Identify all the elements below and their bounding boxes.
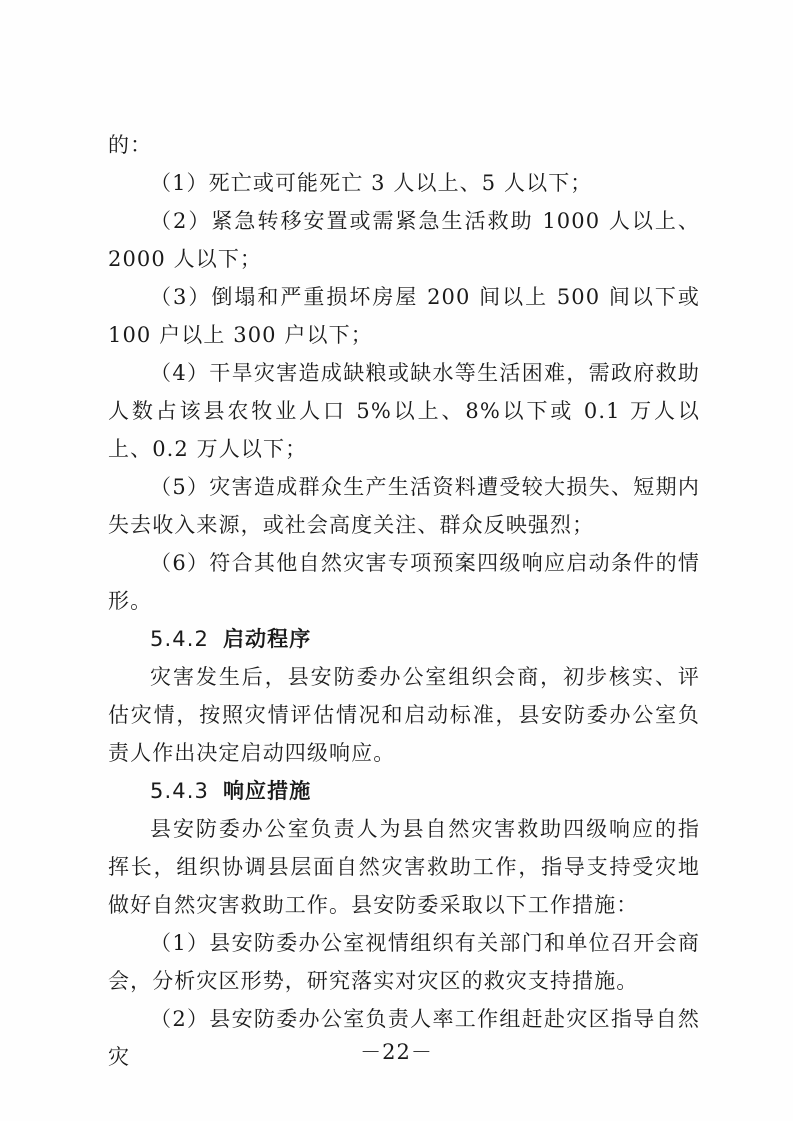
section-title: 启动程序 [222,627,312,651]
paragraph-continuation: 的： [108,133,153,157]
criteria-item-4: （4）干旱灾害造成缺粮或缺水等生活困难，需政府救助人数占该县农牧业人口 5%以上、8%以下或 0.1 万人以上、0.2 万人以下； [108,361,700,461]
criteria-item-6: （6）符合其他自然灾害专项预案四级响应启动条件的情形。 [108,551,700,613]
section-title: 响应措施 [222,779,312,803]
measure-item-1: （1）县安防委办公室视情组织有关部门和单位召开会商会，分析灾区形势，研究落实对灾区的救灾支持措施。 [108,931,700,993]
section-number: 5.4.2 [150,627,209,651]
section-5-4-2-body: 灾害发生后，县安防委办公室组织会商，初步核实、评估灾情，按照灾情评估情况和启动标准，县安防委办公室负责人作出决定启动四级响应。 [108,665,700,765]
section-5-4-3-body: 县安防委办公室负责人为县自然灾害救助四级响应的指挥长，组织协调县层面自然灾害救助工作，指导支持受灾地做好自然灾害救助工作。县安防委采取以下工作措施： [108,817,700,917]
criteria-item-2: （2）紧急转移安置或需紧急生活救助 1000 人以上、2000 人以下； [108,209,700,271]
section-heading-5-4-2 [108,620,700,658]
criteria-item-1: （1）死亡或可能死亡 3 人以上、5 人以下； [150,171,593,195]
criteria-item-3: （3）倒塌和严重损坏房屋 200 间以上 500 间以下或 100 户以上 300 户以下； [108,285,700,347]
section-heading-5-4-3 [108,772,700,810]
page-number: －22－ [360,1040,433,1064]
measure-item-2: （2）县安防委办公室负责人率工作组赶赴灾区指导自然灾 [108,1007,700,1069]
criteria-item-5: （5）灾害造成群众生产生活资料遭受较大损失、短期内失去收入来源，或社会高度关注、群众反映强烈； [108,475,700,537]
section-number: 5.4.3 [150,779,209,803]
document-body [108,126,700,1076]
